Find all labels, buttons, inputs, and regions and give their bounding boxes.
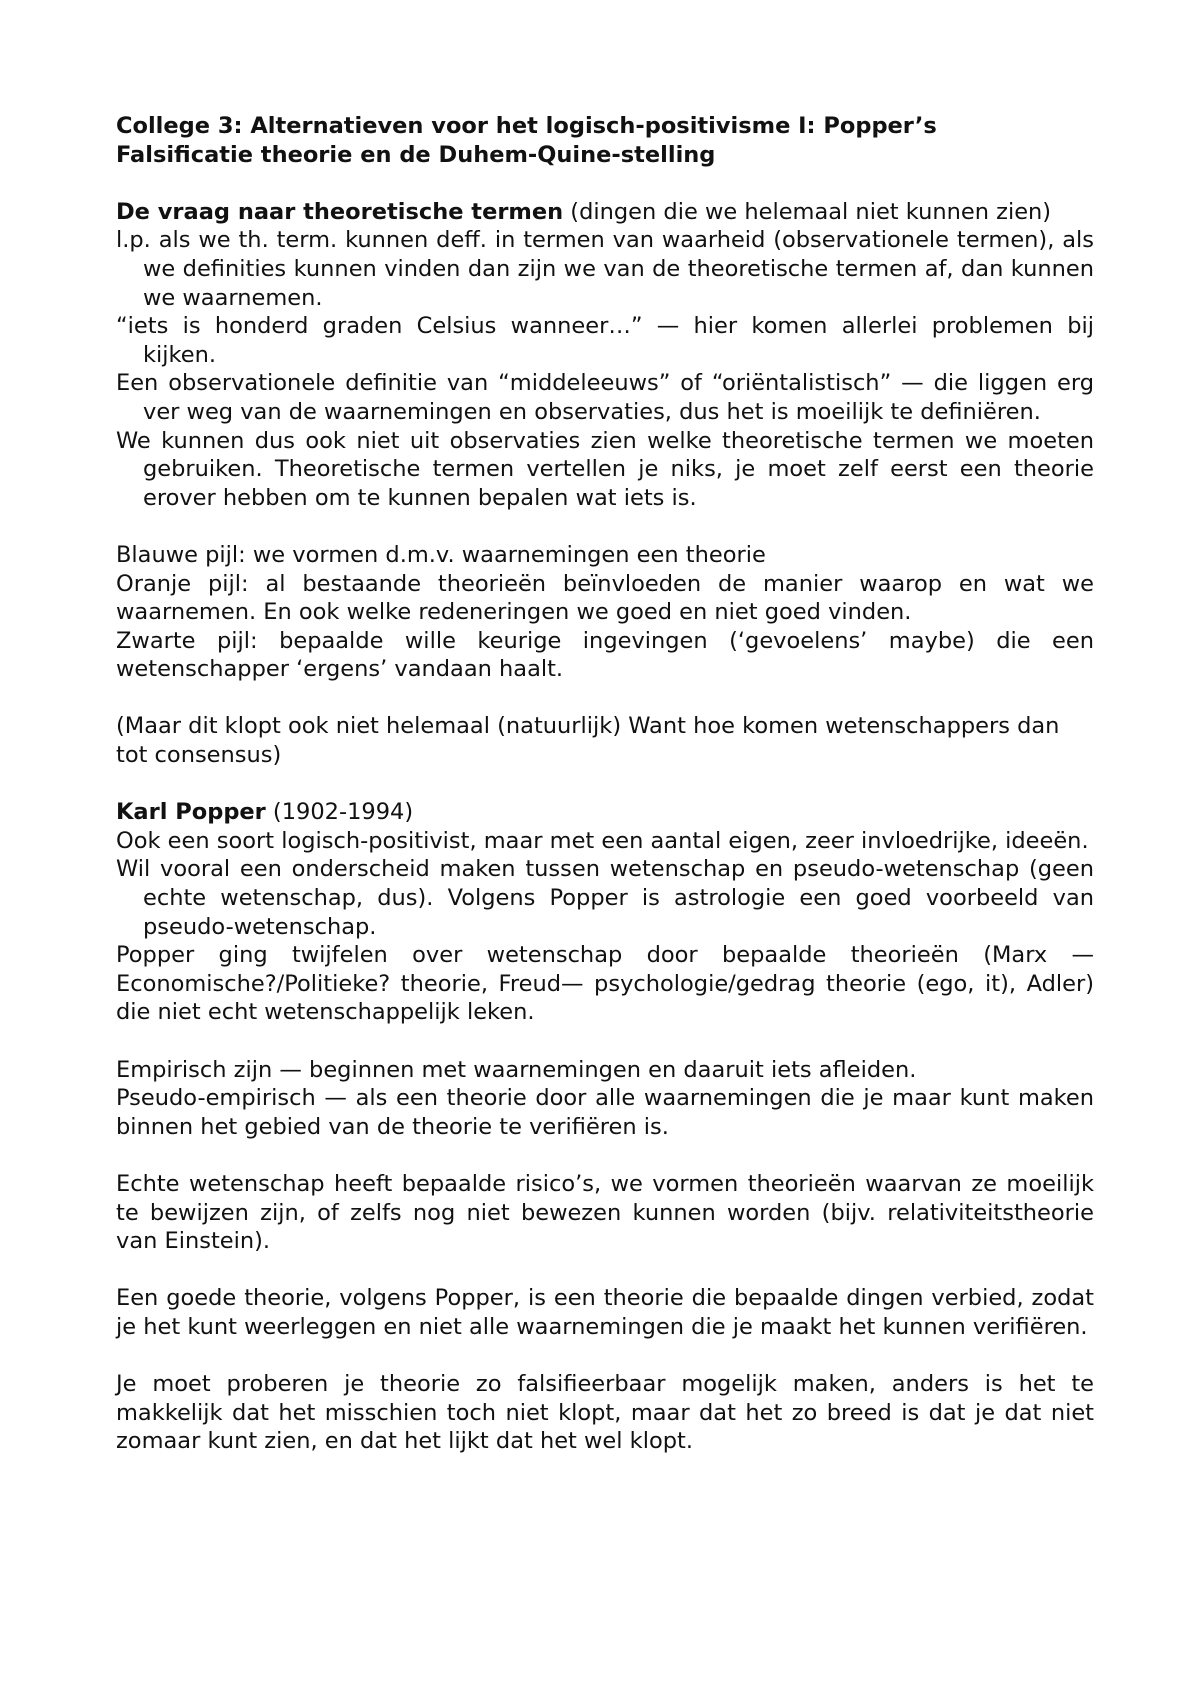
spacer bbox=[116, 770, 1094, 799]
section-theoretical-terms-heading bbox=[116, 198, 1094, 227]
paragraph-logical-positivist: Ook een soort logisch-positivist, maar met een aantal eigen, zeer invloedrijke, ideeën. bbox=[116, 827, 1089, 854]
spacer bbox=[116, 169, 1094, 198]
paragraph-orange-arrow: Oranje pijl: al bestaande theorieën beïnvloeden de manier waarop en wat we waarnemen. En ook welke redeneringen we goed en niet goed vinden. bbox=[116, 570, 1094, 626]
title-line-1: College 3: Alternatieven voor het logisch-positivisme I: Popper’s bbox=[116, 113, 937, 139]
section-heading-rest: (1902-1994) bbox=[265, 799, 414, 826]
spacer bbox=[116, 684, 1094, 713]
paragraph-observational-definition: Een observationele definitie van “middeleeuws” of “oriëntalistisch” — die liggen erg ver weg van de waarnemingen en observaties, dus het is moeilijk te definiëren. bbox=[116, 370, 1094, 425]
paragraph-pseudo-science: Wil vooral een onderscheid maken tussen wetenschap en pseudo-wetenschap (geen echte wetenschap, dus). Volgens Popper is astrologie een goed voorbeeld van pseudo-wetenschap. bbox=[116, 856, 1094, 940]
spacer bbox=[116, 1256, 1094, 1285]
paragraph-lp-definitions: l.p. als we th. term. kunnen deff. in termen van waarheid (observationele termen), als we definities kunnen vinden dan zijn we van de theoretische termen af, dan kunnen we waarnemen. bbox=[116, 227, 1094, 311]
spacer bbox=[116, 1342, 1094, 1371]
document-page bbox=[116, 112, 1094, 1456]
paragraph-black-arrow: Zwarte pijl: bepaalde wille keurige ingevingen (‘gevoelens’ maybe) die een wetenschapper ‘ergens’ vandaan haalt. bbox=[116, 627, 1094, 683]
section-heading-bold: De vraag naar theoretische termen bbox=[116, 198, 564, 225]
paragraph-blue-arrow: Blauwe pijl: we vormen d.m.v. waarnemingen een theorie bbox=[116, 541, 766, 568]
spacer bbox=[116, 1027, 1094, 1056]
paragraph-observations: We kunnen dus ook niet uit observaties zien welke theoretische termen we moeten gebruiken. Theoretische termen vertellen je niks, je moet zelf eerst een theorie erover hebben om te kunnen bepalen wat iets is. bbox=[116, 427, 1094, 511]
section-heading-rest: (dingen die we helemaal niet kunnen zien) bbox=[563, 198, 1052, 225]
paragraph-empirical: Empirisch zijn — beginnen met waarnemingen en daaruit iets afleiden. bbox=[116, 1056, 917, 1083]
paragraph-popper-doubt: Popper ging twijfelen over wetenschap door bepaalde theorieën (Marx — Economische?/Politieke? theorie, Freud— psychologie/gedrag theorie (ego, it), Adler) die niet echt wetenschappelijk leken. bbox=[116, 942, 1094, 1026]
paragraph-falsifiable: Je moet proberen je theorie zo falsifieerbaar mogelijk maken, anders is het te makkelijk dat het misschien toch niet klopt, maar dat het zo breed is dat je dat niet zomaar kunt zien, en dat het lijkt dat het wel klopt. bbox=[116, 1371, 1094, 1455]
title-line-2: Falsificatie theorie en de Duhem-Quine-stelling bbox=[116, 141, 716, 168]
paragraph-good-theory: Een goede theorie, volgens Popper, is een theorie die bepaalde dingen verbied, zodat je het kunt weerleggen en niet alle waarnemingen die je maakt het kunnen verifiëren. bbox=[116, 1285, 1094, 1340]
paragraph-celsius: “iets is honderd graden Celsius wanneer…” — hier komen allerlei problemen bij kijken. bbox=[116, 313, 1094, 368]
section-karl-popper-heading bbox=[116, 798, 1094, 827]
paragraph-science-risks: Echte wetenschap heeft bepaalde risico’s, we vormen theorieën waarvan ze moeilijk te bewijzen zijn, of zelfs nog niet bewezen kunnen worden (bijv. relativiteitstheorie van Einstein). bbox=[116, 1170, 1094, 1255]
spacer bbox=[116, 1141, 1094, 1170]
section-heading-bold: Karl Popper bbox=[116, 799, 266, 826]
paragraph-pseudo-empirical: Pseudo-empirisch — als een theorie door alle waarnemingen die je maar kunt maken binnen het gebied van de theorie te verifiëren is. bbox=[116, 1085, 1094, 1140]
document-title bbox=[116, 112, 1094, 169]
spacer bbox=[116, 512, 1094, 541]
paragraph-consensus-note: (Maar dit klopt ook niet helemaal (natuurlijk) Want hoe komen wetenschappers dan tot consensus) bbox=[116, 713, 1060, 769]
